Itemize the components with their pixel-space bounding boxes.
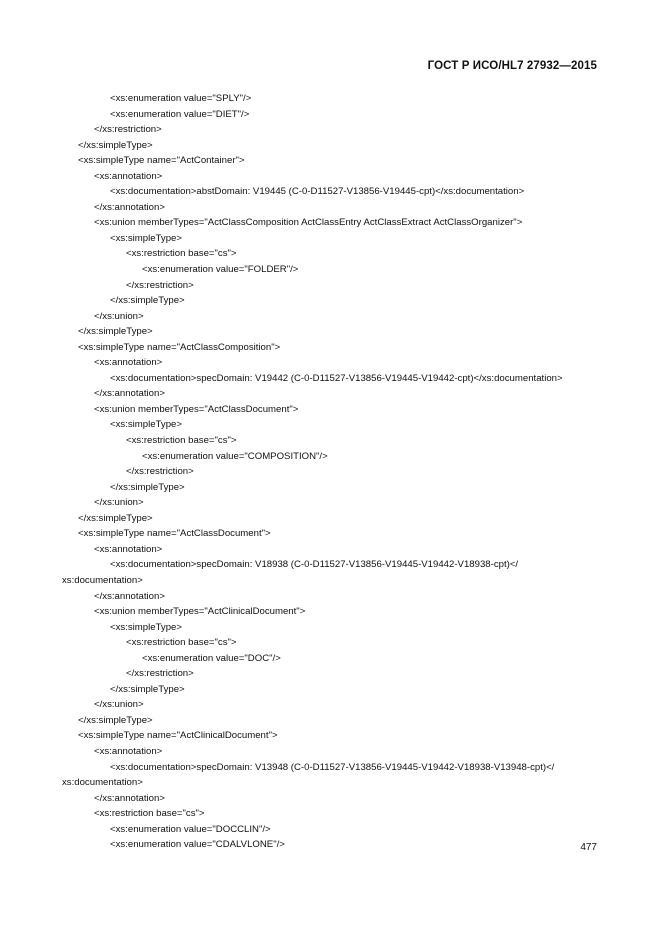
code-line: <xs:enumeration value="SPLY"/> xyxy=(110,93,252,104)
code-line: </xs:annotation> xyxy=(94,388,165,400)
code-line: <xs:simpleType name="ActClinicalDocument"> xyxy=(78,730,278,742)
code-line: <xs:annotation> xyxy=(94,357,163,369)
code-line: <xs:simpleType> xyxy=(110,621,182,633)
code-line: <xs:enumeration value="CDALVLONE"/> xyxy=(110,839,285,851)
code-line: </xs:annotation> xyxy=(94,201,165,213)
code-line: </xs:simpleType> xyxy=(110,481,185,493)
code-line: <xs:annotation> xyxy=(94,170,163,182)
code-line: </xs:simpleType> xyxy=(78,512,153,524)
code-line: <xs:union memberTypes="ActClassDocument"> xyxy=(94,403,299,415)
code-line: <xs:restriction base="cs"> xyxy=(126,248,237,260)
page-number: 477 xyxy=(580,842,597,853)
code-line: <xs:simpleType name="ActClassDocument"> xyxy=(78,528,271,540)
code-line: </xs:union> xyxy=(94,310,144,322)
code-line: </xs:simpleType> xyxy=(78,326,153,338)
code-line: </xs:simpleType> xyxy=(78,714,153,726)
code-line: <xs:restriction base="cs"> xyxy=(126,637,237,649)
code-line: <xs:annotation> xyxy=(94,745,163,757)
code-line: </xs:annotation> xyxy=(94,590,165,602)
code-line: <xs:restriction base="cs"> xyxy=(94,808,205,820)
code-line: <xs:annotation> xyxy=(94,543,163,555)
xml-code-block xyxy=(0,91,661,853)
code-line: <xs:union memberTypes="ActClinicalDocument"> xyxy=(94,606,306,618)
code-line: </xs:simpleType> xyxy=(110,295,185,307)
code-line: <xs:documentation>abstDomain: V19445 (C-0-D11527-V13856-V19445-cpt)</xs:documentation> xyxy=(110,186,525,198)
code-line: xs:documentation> xyxy=(62,574,143,586)
code-line: <xs:enumeration value="DOC"/> xyxy=(142,652,281,664)
code-line: </xs:union> xyxy=(94,497,144,509)
code-line: <xs:simpleType> xyxy=(110,419,182,431)
code-line: <xs:simpleType name="ActClassComposition"> xyxy=(78,341,281,353)
code-line: </xs:simpleType> xyxy=(78,139,153,151)
code-line: </xs:restriction> xyxy=(94,124,162,136)
code-line: <xs:simpleType name="ActContainer"> xyxy=(78,155,245,167)
code-line: <xs:enumeration value="DIET"/> xyxy=(110,108,250,120)
code-line: </xs:restriction> xyxy=(126,279,194,291)
code-line: <xs:documentation>specDomain: V18938 (C-0-D11527-V13856-V19445-V19442-V18938-cpt)</ xyxy=(110,559,519,571)
code-line: </xs:restriction> xyxy=(126,668,194,680)
code-line: </xs:simpleType> xyxy=(110,683,185,695)
code-line: <xs:documentation>specDomain: V19442 (C-0-D11527-V13856-V19445-V19442-cpt)</xs:documentation> xyxy=(110,372,563,384)
code-line: </xs:restriction> xyxy=(126,466,194,478)
code-line: <xs:enumeration value="COMPOSITION"/> xyxy=(142,450,328,462)
code-line: </xs:annotation> xyxy=(94,792,165,804)
code-line: xs:documentation> xyxy=(62,777,143,789)
code-line: <xs:documentation>specDomain: V13948 (C-0-D11527-V13856-V19445-V19442-V18938-V13948-cpt)</ xyxy=(110,761,555,773)
code-line: </xs:union> xyxy=(94,699,144,711)
document-header: ГОСТ Р ИСО/HL7 27932—2015 xyxy=(427,60,597,72)
code-line: <xs:union memberTypes="ActClassComposition ActClassEntry ActClassExtract ActClassOrganizer"> xyxy=(94,217,523,229)
code-line: <xs:restriction base="cs"> xyxy=(126,435,237,447)
code-line: <xs:enumeration value="DOCCLIN"/> xyxy=(110,823,271,835)
code-line: <xs:simpleType> xyxy=(110,232,182,244)
code-line: <xs:enumeration value="FOLDER"/> xyxy=(142,264,299,276)
